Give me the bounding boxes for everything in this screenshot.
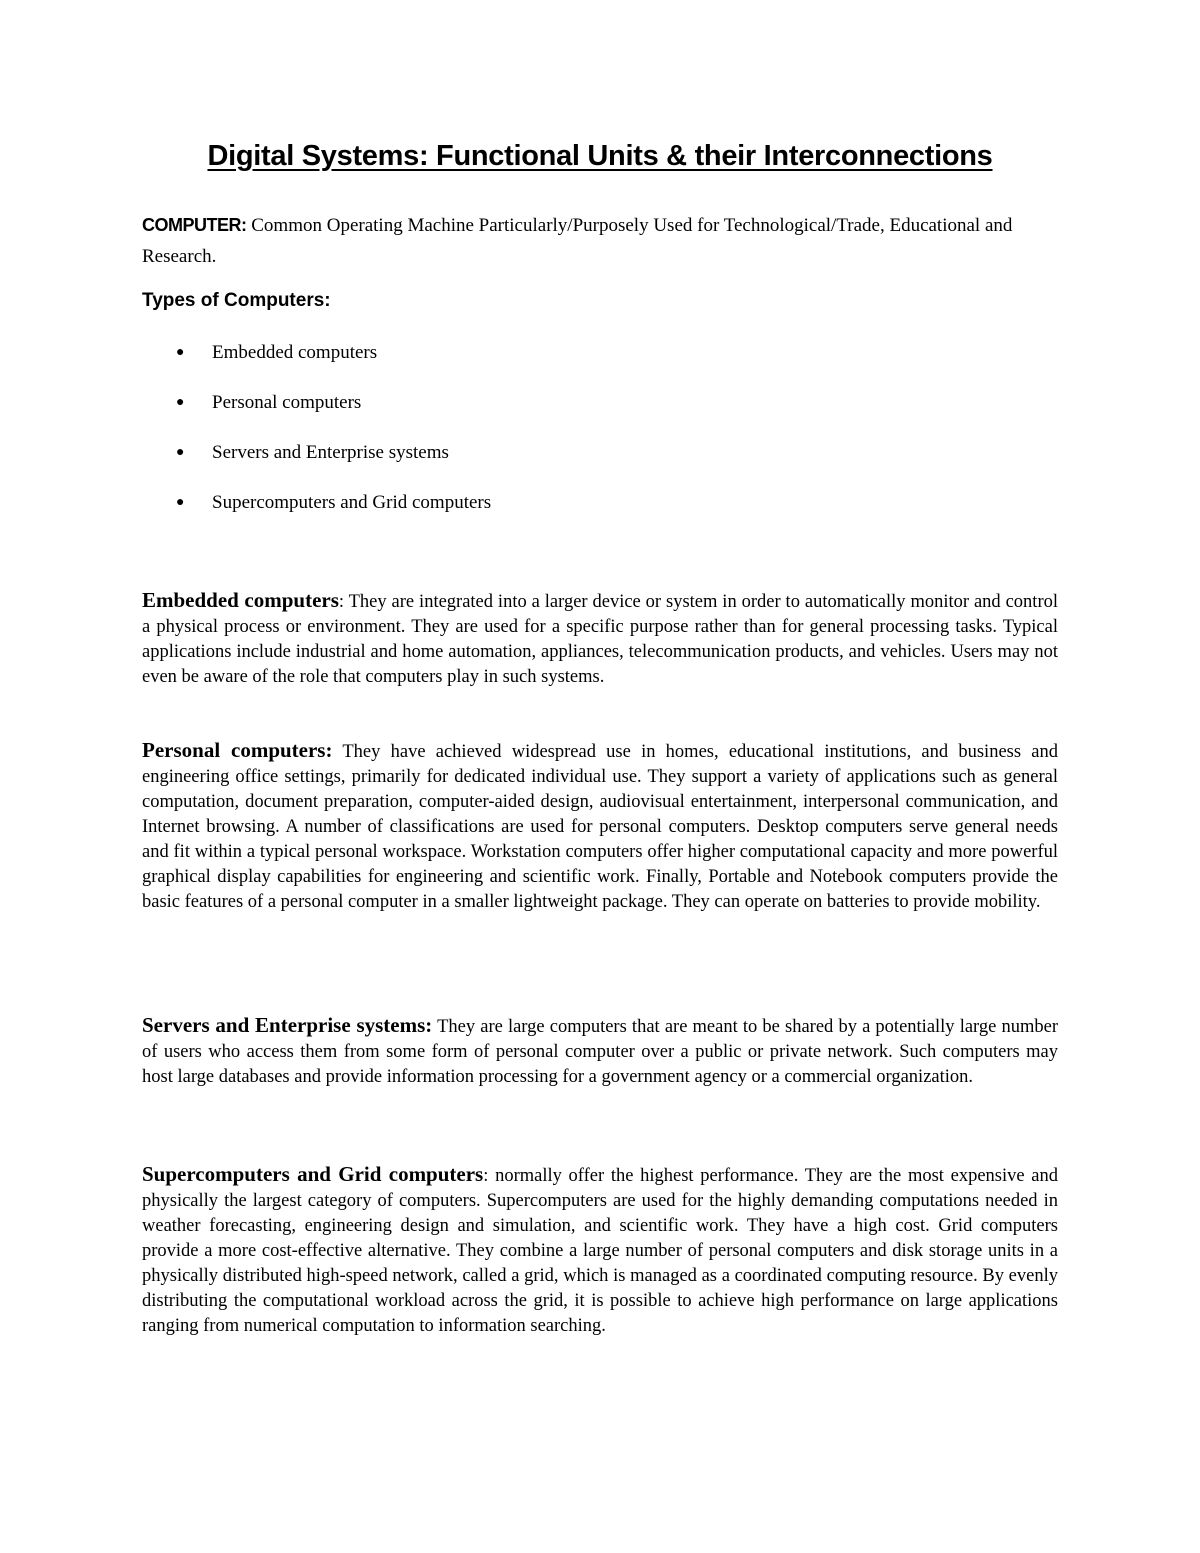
personal-computers-paragraph bbox=[142, 738, 1058, 915]
list-item-label: Embedded computers bbox=[212, 342, 378, 363]
paragraph-body: They are large computers that are meant to be shared by a potentially large number of users who access them from some form of personal computer over a public or private network. Such computers may host large databases and provide information processing for a government agency or a commercial organization. bbox=[142, 1017, 1058, 1087]
paragraph-body: They have achieved widespread use in homes, educational institutions, and business and engineering office settings, primarily for dedicated individual use. They support a variety of applications such as general computation, document preparation, computer-aided design, audiovisual entertainment, interpersonal communication, and Internet browsing. A number of classifications are used for personal computers. Desktop computers serve general needs and fit within a typical personal workspace. Workstation computers offer higher computational capacity and more powerful graphical display capabilities for engineering and scientific work. Finally, Portable and Notebook computers provide the basic features of a personal computer in a smaller lightweight package. They can operate on batteries to provide mobility. bbox=[142, 742, 1058, 912]
supercomputers-grid-paragraph bbox=[142, 1162, 1058, 1339]
list-item bbox=[142, 338, 491, 388]
servers-enterprise-paragraph bbox=[142, 1013, 1058, 1090]
bullet-icon: ● bbox=[176, 395, 185, 410]
types-heading: Types of Computers: bbox=[142, 290, 331, 311]
list-item bbox=[142, 488, 491, 538]
definition-label: COMPUTER: bbox=[142, 215, 247, 235]
paragraph-body: They are integrated into a larger device or system in order to automatically monitor and control a physical process or environment. They are used for a specific purpose rather than for general processing tasks. Typical applications include industrial and home automation, appliances, telecommunication products, and vehicles. Users may not even be aware of the role that computers play in such systems. bbox=[142, 592, 1058, 687]
paragraph-heading: Embedded computers bbox=[142, 588, 339, 612]
computer-definition bbox=[142, 210, 1062, 272]
bullet-icon: ● bbox=[176, 345, 185, 360]
embedded-computers-paragraph bbox=[142, 588, 1058, 690]
types-list bbox=[142, 338, 491, 538]
paragraph-heading: Personal computers: bbox=[142, 738, 333, 762]
paragraph-separator: : bbox=[483, 1166, 496, 1186]
list-item-label: Personal computers bbox=[212, 392, 362, 413]
bullet-icon: ● bbox=[176, 495, 185, 510]
list-item-label: Servers and Enterprise systems bbox=[212, 442, 449, 463]
paragraph-separator: : bbox=[338, 592, 349, 612]
list-item bbox=[142, 388, 491, 438]
document-title: Digital Systems: Functional Units & their Interconnections bbox=[207, 140, 993, 172]
paragraph-heading: Supercomputers and Grid computers bbox=[142, 1162, 484, 1186]
list-item-label: Supercomputers and Grid computers bbox=[212, 492, 492, 513]
definition-text: Common Operating Machine Particularly/Purposely Used for Technological/Trade, Educational and Research. bbox=[142, 215, 1013, 267]
list-item bbox=[142, 438, 491, 488]
bullet-icon: ● bbox=[176, 445, 185, 460]
paragraph-separator bbox=[332, 742, 342, 762]
paragraph-heading: Servers and Enterprise systems: bbox=[142, 1013, 433, 1037]
paragraph-body: normally offer the highest performance. They are the most expensive and physically the largest category of computers. Supercomputers are used for the highly demanding computations needed in weather forecasting, engineering design and simulation, and scientific work. They have a high cost. Grid computers provide a more cost-effective alternative. They combine a large number of personal computers and disk storage units in a physically distributed high-speed network, called a grid, which is managed as a coordinated computing resource. By evenly distributing the computational workload across the grid, it is possible to achieve high performance on large applications ranging from numerical computation to information searching. bbox=[142, 1166, 1058, 1336]
